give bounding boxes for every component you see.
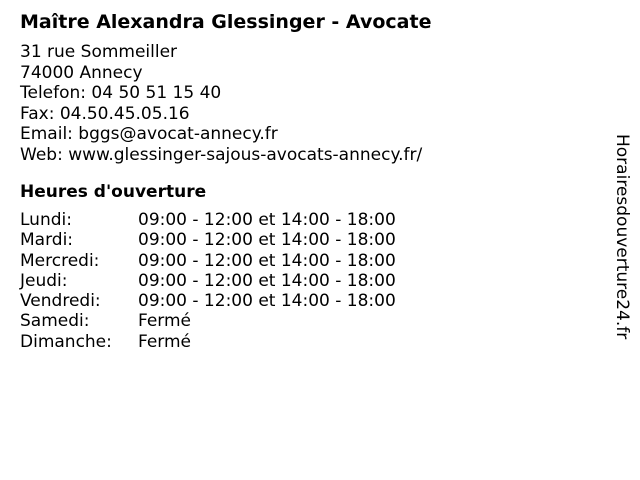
hours-row-thursday: [20, 271, 600, 291]
hours-row-friday: [20, 291, 600, 311]
hours-row-saturday: [20, 311, 600, 331]
day-label: Jeudi:: [20, 270, 68, 291]
time-value: 09:00 - 12:00 et 14:00 - 18:00: [138, 270, 396, 291]
opening-hours-table: [20, 210, 600, 352]
website-url: Web: www.glessinger-sajous-avocats-annecy.fr/: [20, 144, 423, 165]
address-city: 74000 Annecy: [20, 62, 143, 83]
time-value: 09:00 - 12:00 et 14:00 - 18:00: [138, 210, 396, 230]
hours-row-wednesday: [20, 251, 600, 271]
hours-row-tuesday: [20, 230, 600, 250]
opening-hours-heading: Heures d'ouverture: [20, 182, 207, 202]
time-value: 09:00 - 12:00 et 14:00 - 18:00: [138, 230, 396, 251]
day-label: Dimanche:: [20, 331, 112, 352]
hours-row-monday: [20, 210, 600, 230]
business-title: Maître Alexandra Glessinger - Avocate: [20, 11, 432, 33]
contact-block: [20, 42, 600, 165]
time-value: Fermé: [138, 331, 192, 352]
day-label: Samedi:: [20, 311, 90, 332]
day-label: Vendredi:: [20, 291, 101, 312]
day-label: Mardi:: [20, 230, 74, 251]
time-value: 09:00 - 12:00 et 14:00 - 18:00: [138, 291, 396, 312]
time-value: Fermé: [138, 311, 192, 332]
day-label: Lundi:: [20, 210, 72, 230]
email-address: Email: bggs@avocat-annecy.fr: [20, 124, 278, 144]
phone-number: Telefon: 04 50 51 15 40: [20, 83, 222, 103]
day-label: Mercredi:: [20, 250, 100, 271]
business-card: [20, 10, 600, 352]
time-value: 09:00 - 12:00 et 14:00 - 18:00: [138, 250, 396, 271]
watermark-text: Horairesdouverture24.fr: [612, 134, 632, 340]
address-street: 31 rue Sommeiller: [20, 42, 178, 62]
hours-row-sunday: [20, 332, 600, 352]
fax-number: Fax: 04.50.45.05.16: [20, 103, 190, 124]
